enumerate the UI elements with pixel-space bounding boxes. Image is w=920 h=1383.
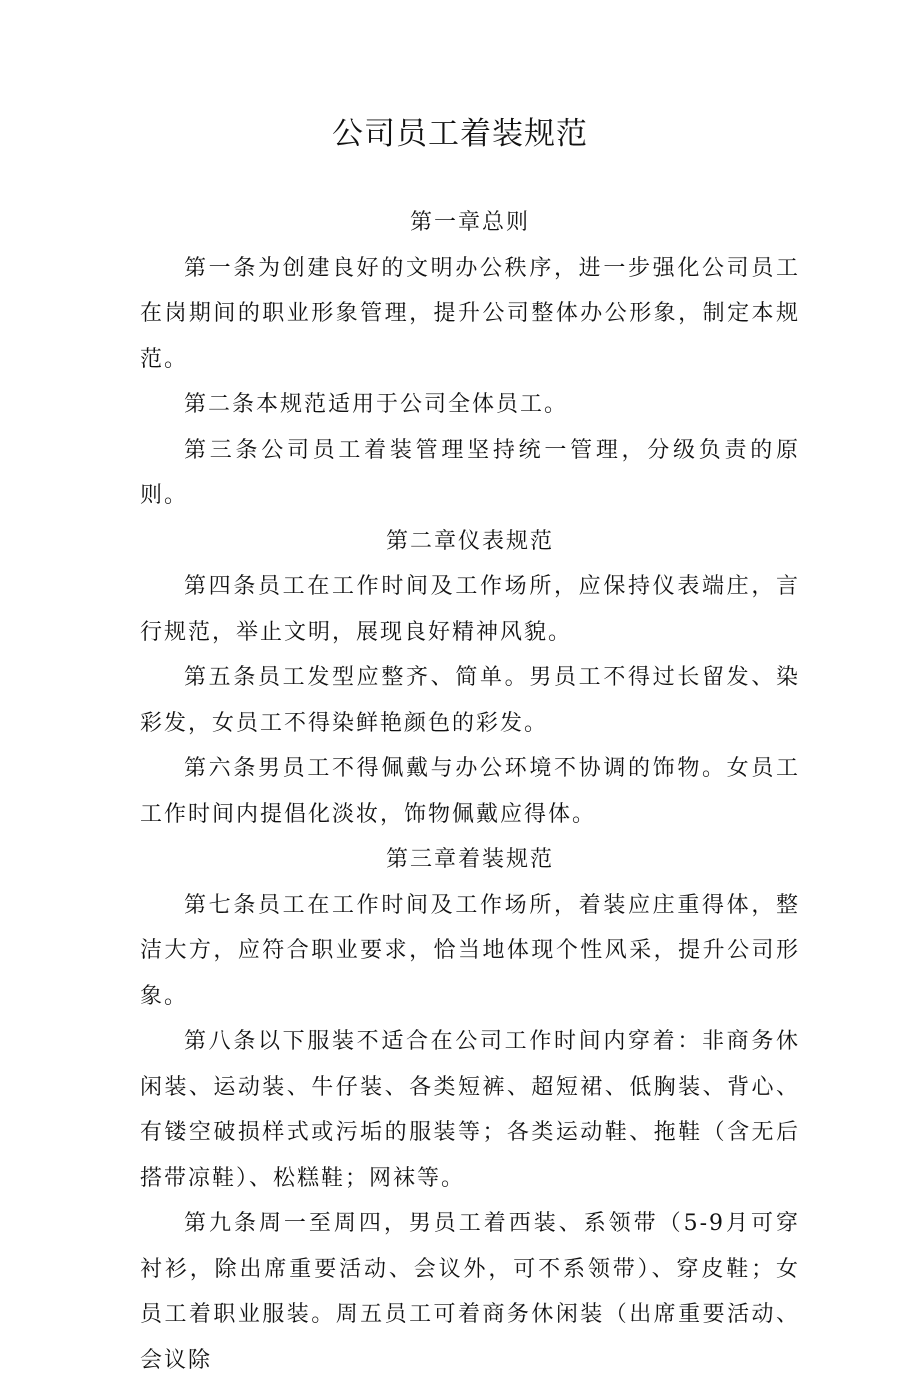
document-body: [140, 200, 800, 1383]
article-8: 第八条以下服装不适合在公司工作时间内穿着：非商务休闲装、运动装、牛仔装、各类短裤、超短裙、低胸装、背心、有镂空破损样式或污垢的服装等；各类运动鞋、拖鞋（含无后搭带凉鞋）、松糕鞋；网袜等。: [140, 1029, 800, 1191]
article-3: 第三条公司员工着装管理坚持统一管理，分级负责的原则。: [140, 437, 800, 508]
document-title: 公司员工着装规范: [332, 116, 588, 152]
article-4: 第四条员工在工作时间及工作场所，应保持仪表端庄，言行规范，举止文明，展现良好精神风貌。: [140, 574, 800, 645]
article-9: 第九条周一至周四，男员工着西装、系领带（5-9月可穿衬衫，除出席重要活动、会议外，可不系领带）、穿皮鞋；女员工着职业服装。周五员工可着商务休闲装（出席重要活动、会议除: [140, 1211, 800, 1373]
article-6: 第六条男员工不得佩戴与办公环境不协调的饰物。女员工工作时间内提倡化淡妆，饰物佩戴应得体。: [140, 756, 800, 827]
article-1: 第一条为创建良好的文明办公秩序，进一步强化公司员工在岗期间的职业形象管理，提升公司整体办公形象，制定本规范。: [140, 255, 800, 372]
chapter-heading-1: 第一章总则: [409, 210, 530, 235]
article-5: 第五条员工发型应整齐、简单。男员工不得过长留发、染彩发，女员工不得染鲜艳颜色的彩发。: [140, 665, 800, 736]
article-7: 第七条员工在工作时间及工作场所，着装应庄重得体，整洁大方，应符合职业要求，恰当地体现个性风采，提升公司形象。: [140, 892, 800, 1009]
article-2: 第二条本规范适用于公司全体员工。: [184, 392, 569, 417]
chapter-heading-3: 第三章着装规范: [385, 847, 554, 872]
chapter-heading-2: 第二章仪表规范: [385, 528, 554, 554]
